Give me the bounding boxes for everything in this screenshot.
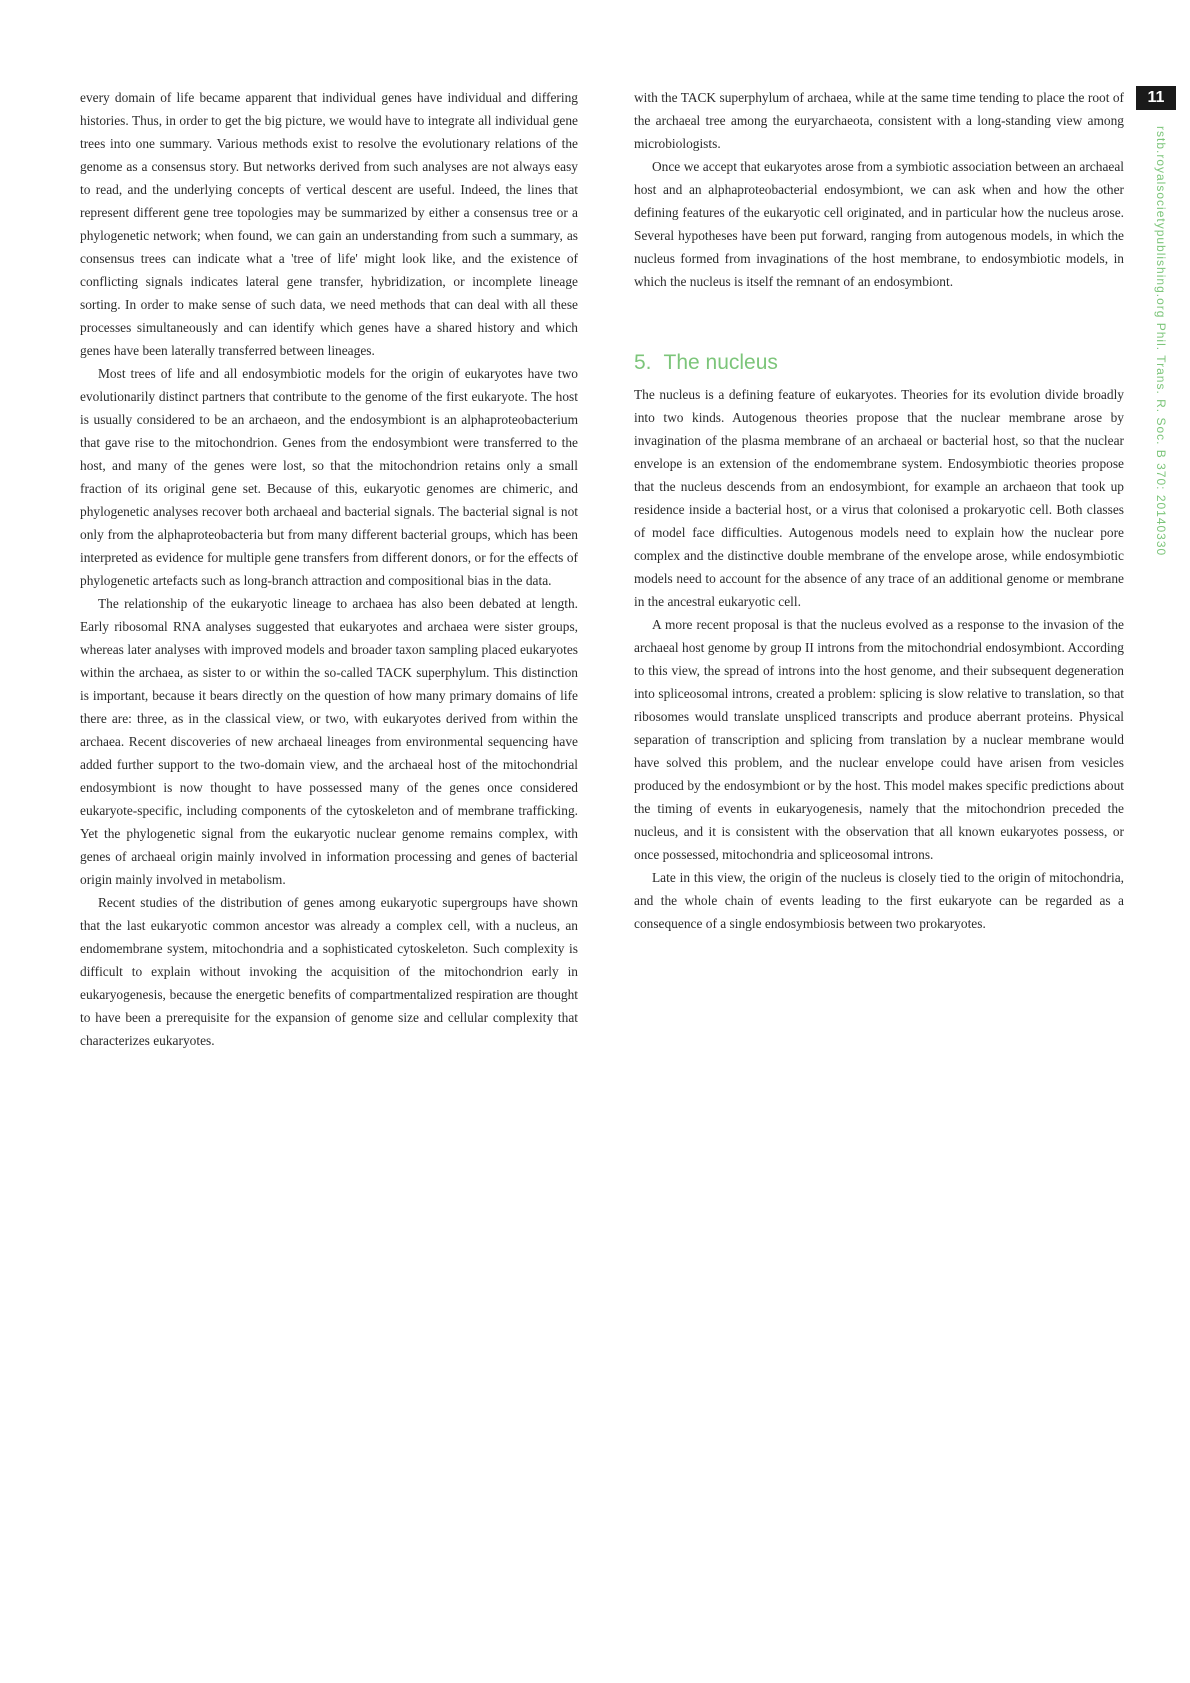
page-number: 11 <box>1136 86 1176 110</box>
body-paragraph: The nucleus is a defining feature of eukaryotes. Theories for its evolution divide broadly into two kinds. Autogenous theories propose that the nuclear membrane arose by invagination of the plasma membrane of an archaeal or bacterial host, so that the nuclear envelope is an extension of the endomembrane system. Endosymbiotic theories propose that the nucleus descends from an endosymbiont, for example an archaeon that took up residence inside a bacterial host, or a virus that colonised a prokaryotic cell. Both classes of model face difficulties. Autogenous models need to explain how the nuclear pore complex and the distinctive double membrane of the envelope arose, while endosymbiotic models need to account for the absence of any trace of an additional genome or membrane in the ancestral eukaryotic cell. <box>634 387 1124 609</box>
body-paragraph: Late in this view, the origin of the nucleus is closely tied to the origin of mitochondria, and the whole chain of events leading to the first eukaryote can be regarded as a consequence of a single endosymbiosis between two prokaryotes. <box>634 870 1124 931</box>
left-column <box>80 86 578 1616</box>
section-title: The nucleus <box>663 351 778 374</box>
body-paragraph: Recent studies of the distribution of genes among eukaryotic supergroups have shown that the last eukaryotic common ancestor was already a complex cell, with a nucleus, an endomembrane system, mitochondria and a sophisticated cytoskeleton. Such complexity is difficult to explain without invoking the acquisition of the mitochondrion early in eukaryogenesis, because the energetic benefits of compartmentalized respiration are thought to have been a prerequisite for the expansion of genome size and cellular complexity that characterizes eukaryotes. <box>80 895 578 1048</box>
body-paragraph: every domain of life became apparent that individual genes have individual and differing histories. Thus, in order to get the big picture, we would have to integrate all individual gene trees into one summary. Various methods exist to resolve the evolutionary relations of the genome as a consensus story. But networks derived from such analyses are not always easy to read, and the underlying concepts of vertical descent are useful. Indeed, the lines that represent different gene tree topologies may be summarized by either a consensus tree or a phylogenetic network; when found, we can gain an understanding from such a summary, as consensus trees can indicate what a 'tree of life' might look like, and the existence of conflicting signals indicates lateral gene transfer, hybridization, or incomplete lineage sorting. In order to make sense of such data, we need methods that can deal with all these processes simultaneously and can identify which genes have a shared history and which genes have been laterally transferred between lineages. <box>80 90 578 358</box>
body-paragraph: The relationship of the eukaryotic lineage to archaea has also been debated at length. Early ribosomal RNA analyses suggested that eukaryotes and archaea were sister groups, whereas later analyses with improved models and broader taxon sampling placed eukaryotes within the archaea, as sister to or within the so-called TACK superphylum. This distinction is important, because it bears directly on the question of how many primary domains of life there are: three, as in the classical view, or two, with eukaryotes derived from within the archaea. Recent discoveries of new archaeal lineages from environmental sequencing have added further support to the two-domain view, and the archaeal host of the mitochondrial endosymbiont is now thought to have possessed many of the genes once considered eukaryote-specific, including components of the cytoskeleton and of membrane trafficking. Yet the phylogenetic signal from the eukaryotic nuclear genome remains complex, with genes of archaeal origin mainly involved in information processing and genes of bacterial origin mainly involved in metabolism. <box>80 596 578 887</box>
body-paragraph: Most trees of life and all endosymbiotic models for the origin of eukaryotes have two evolutionarily distinct partners that contribute to the genome of the first eukaryote. The host is usually considered to be an archaeon, and the endosymbiont is an alphaproteobacterium that gave rise to the mitochondrion. Genes from the endosymbiont were transferred to the host, and many of the genes were lost, so that the mitochondrion retains only a small fraction of its original gene set. Because of this, eukaryotic genomes are chimeric, and phylogenetic analyses recover both archaeal and bacterial signals. The bacterial signal is not only from the alphaproteobacteria but from many different bacterial groups, which has been interpreted as evidence for multiple gene transfers from different donors, or for the effects of phylogenetic artefacts such as long-branch attraction and compositional bias in the data. <box>80 366 578 588</box>
body-paragraph: Once we accept that eukaryotes arose from a symbiotic association between an archaeal host and an alphaproteobacterial endosymbiont, we can ask when and how the other defining features of the eukaryotic cell originated, and in particular how the nucleus arose. Several hypotheses have been put forward, ranging from autogenous models, in which the nucleus formed from invaginations of the host membrane, to endosymbiotic models, in which the nucleus is itself the remnant of an endosymbiont. <box>634 159 1124 289</box>
right-column <box>634 86 1124 1616</box>
running-head: rstb.royalsocietypublishing.org Phil. Trans. R. Soc. B 370: 20140330 <box>1154 126 1168 557</box>
body-paragraph: A more recent proposal is that the nucleus evolved as a response to the invasion of the archaeal host genome by group II introns from the mitochondrial endosymbiont. According to this view, the spread of introns into the host genome, and their subsequent degeneration into spliceosomal introns, created a problem: splicing is slow relative to translation, so that ribosomes would translate unspliced transcripts and produce aberrant proteins. Physical separation of transcription and splicing from translation by a nuclear membrane would have solved this problem, and the nuclear envelope could have arisen from vesicles produced by the endosymbiont or by the host. This model makes specific predictions about the timing of events in eukaryogenesis, namely that the mitochondrion preceded the nucleus, and it is consistent with the observation that all known eukaryotes possess, or once possessed, mitochondria and spliceosomal introns. <box>634 617 1124 862</box>
body-paragraph: with the TACK superphylum of archaea, while at the same time tending to place the root of the archaeal tree among the euryarchaeota, consistent with a long-standing view among microbiologists. <box>634 90 1124 151</box>
section-heading <box>634 349 1124 377</box>
section-number: 5. <box>634 351 652 374</box>
